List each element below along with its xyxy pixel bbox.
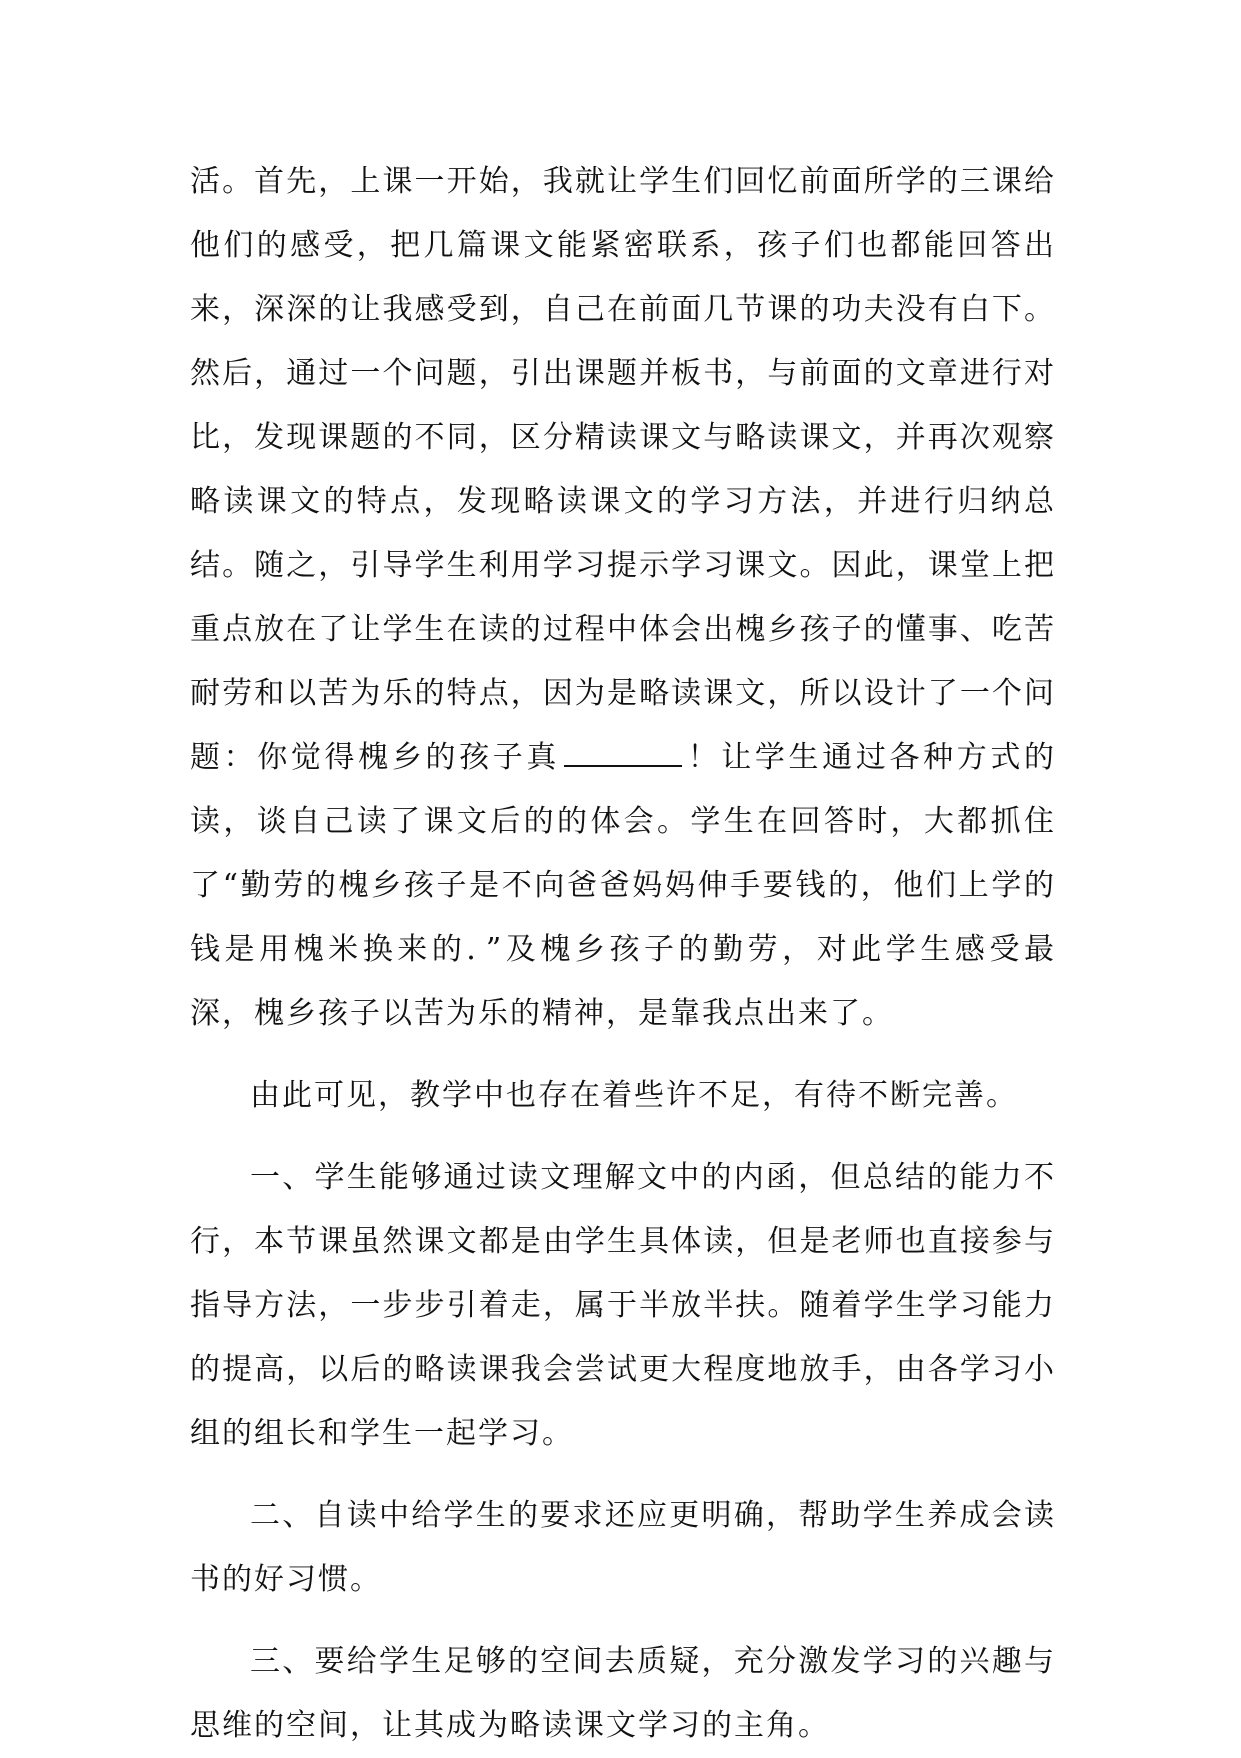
paragraph-text: 活。首先，上课一开始，我就让学生们回忆前面所学的三课给他们的感受，把几篇课文能紧密联系，孩子们也都能回答出来，深深的让我感受到，自己在前面几节课的功夫没有白下。然后，通过一个问题，引出课题并板书，与前面的文章进行对比，发现课题的不同，区分精读课文与略读课文，并再次观察略读课文的特点，发现略读课文的学习方法，并进行归纳总结。随之，引导学生利用学习提示学习课文。因此，课堂上把重点放在了让学生在读的过程中体会出槐乡孩子的懂事、吃苦耐劳和以苦为乐的特点，因为是略读课文，所以设计了一个问题：你觉得槐乡的孩子真: [190, 164, 1056, 775]
document-body: [190, 150, 1056, 1758]
paragraph-summary: 由此可见，教学中也存在着些许不足，有待不断完善。: [250, 1078, 1018, 1113]
paragraph-continuation: [190, 150, 1056, 1046]
paragraph-text: ！让学生通过各种方式的读，谈自己读了课文后的的体会。学生在回答时，大都抓住了“勤劳的槐乡孩子是不向爸爸妈妈伸手要钱的，他们上学的钱是用槐米换来的．”及槐乡孩子的勤劳，对此学生感受最深，槐乡孩子以苦为乐的精神，是靠我点出来了。: [190, 740, 1056, 1031]
fill-in-blank-line: [564, 743, 682, 767]
paragraph-point-one: 一、学生能够通过读文理解文中的内函，但总结的能力不行，本节课虽然课文都是由学生具体读，但是老师也直接参与指导方法，一步步引着走，属于半放半扶。随着学生学习能力的提高，以后的略读课我会尝试更大程度地放手，由各学习小组的组长和学生一起学习。: [190, 1160, 1056, 1451]
paragraph-point-three: 三、要给学生足够的空间去质疑，充分激发学习的兴趣与思维的空间，让其成为略读课文学习的主角。: [190, 1644, 1056, 1743]
paragraph-point-two: 二、自读中给学生的要求还应更明确，帮助学生养成会读书的好习惯。: [190, 1498, 1056, 1597]
